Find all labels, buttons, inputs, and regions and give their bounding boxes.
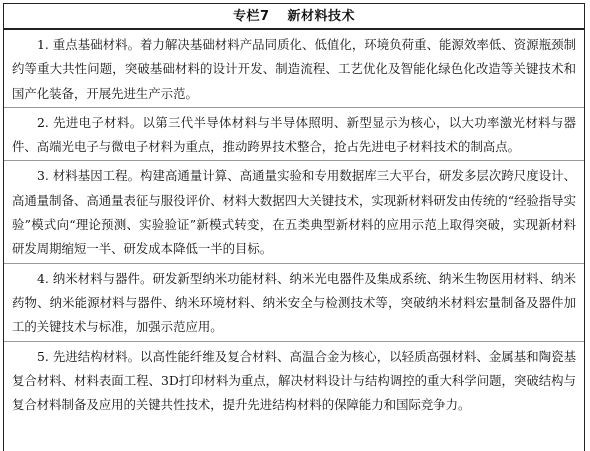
column-box: [3, 3, 585, 451]
box-title-text: 新材料技术: [287, 9, 356, 24]
section-heading: 1. 重点基础材料。: [37, 37, 141, 52]
box-title-number: 专栏7: [232, 9, 270, 24]
section-heading: 3. 材料基因工程。: [37, 168, 141, 184]
section-heading: 2. 先进电子材料。: [37, 114, 143, 130]
section-body: 着力解决基础材料产品同质化、低值化，环境负荷重、能源效率低、资源瓶颈制约等重大共性问题，突破基础材料的设计开发、制造流程、工艺优化及智能化绿色化改造等关键技术和国产化装备，开展先进生产示范。: [12, 37, 577, 101]
section-materials-genome: [4, 161, 584, 263]
section-heading: 4. 纳米材料与器件。: [37, 270, 153, 286]
section-structural-materials: [4, 342, 584, 419]
section-body: 以高性能纤维及复合材料、高温合金为核心，以轻质高强材料、金属基和陶瓷基复合材料、材料表面工程、3D打印材料为重点，解决材料设计与结构调控的重大科学问题，突破结构与复合材料制备及应用的关键共性技术，提升先进结构材料的保障能力和国际竞争力。: [12, 348, 577, 413]
section-nanomaterials: [4, 264, 584, 342]
box-title: [4, 4, 584, 30]
section-basic-materials: [4, 30, 584, 108]
section-body: 研发新型纳米功能材料、纳米光电器件及集成系统、纳米生物医用材料、纳米药物、纳米能源材料与器件、纳米环境材料、纳米安全与检测技术等，突破纳米材料宏量制备及器件加工的关键技术与标准，加强示范应用。: [12, 270, 577, 335]
section-heading: 5. 先进结构材料。: [37, 348, 141, 364]
section-electronic-materials: [4, 108, 584, 162]
section-body: 构建高通量计算、高通量实验和专用数据库三大平台，研发多层次跨尺度设计、高通量制备、高通量表征与服役评价、材料大数据四大关键技术，实现新材料研发由传统的“经验指导实验”模式向“理论预测、实验验证”新模式转变，在五类典型新材料的应用示范上取得突破，实现新材料研发周期缩短一半、研发成本降低一半的目标。: [12, 168, 577, 257]
section-body: 以第三代半导体材料与半导体照明、新型显示为核心，以大功率激光材料与器件、高端光电子与微电子材料为重点，推动跨界技术整合，抢占先进电子材料技术的制高点。: [12, 114, 576, 155]
